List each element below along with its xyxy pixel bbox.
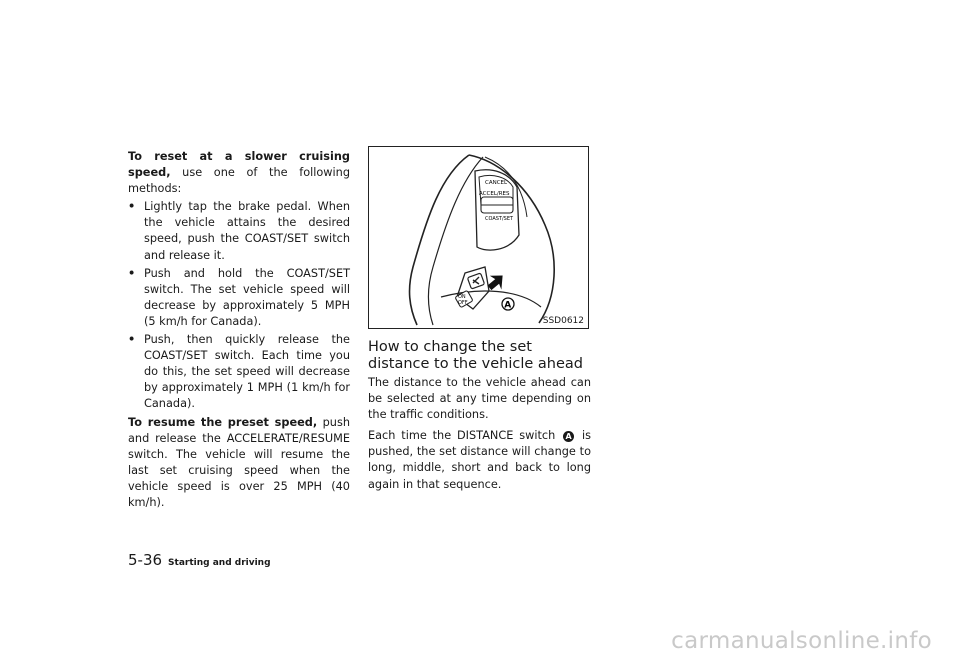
right-column	[368, 146, 591, 493]
off-label: OFF	[458, 300, 468, 306]
resume-rest: push and release the ACCELERATE/RESUME switch. The vehicle will resume the last set cruising speed when the vehicle speed is over 25 MPH (40 km/h).	[128, 415, 351, 509]
cancel-label: CANCEL	[485, 180, 508, 186]
bullet-item	[128, 266, 350, 330]
figure-code: SSD0612	[542, 316, 584, 326]
resume-paragraph	[128, 415, 350, 512]
bullet-dot: •	[128, 200, 136, 214]
steering-wheel-illustration	[369, 147, 590, 330]
page-number: 5-36	[128, 551, 163, 569]
bullet-dot: •	[128, 333, 136, 347]
callout-a-label: A	[504, 300, 512, 311]
para2-before: Each time the DISTANCE switch	[368, 429, 556, 443]
on-label: ON	[458, 294, 466, 300]
distance-paragraph-1: The distance to the vehicle ahead can be selected at any time depending on the traffic conditions.	[368, 376, 591, 422]
steering-switch-figure	[368, 146, 589, 329]
coast-set-label: COAST/SET	[485, 216, 514, 222]
resume-bold: To resume the preset speed,	[128, 415, 318, 429]
bullet-item	[128, 199, 350, 263]
accel-res-label: ACCEL/RES	[479, 191, 510, 197]
callout-a-ref-icon: A	[563, 431, 574, 442]
watermark: carmanualsonline.info	[671, 628, 932, 654]
intro-rest: use one of the following methods:	[128, 166, 350, 196]
page-footer	[128, 550, 271, 569]
intro-paragraph	[128, 149, 350, 197]
distance-paragraph-2	[368, 428, 591, 492]
bullet-text: Lightly tap the brake pedal. When the vehicle attains the desired speed, push the COAST/SET switch and release it.	[144, 200, 350, 262]
bullet-text: Push, then quickly release the COAST/SET switch. Each time you do this, the set speed will decrease by approximately 1 MPH (1 km/h for Canada).	[144, 333, 350, 411]
bullet-text: Push and hold the COAST/SET switch. The set vehicle speed will decrease by approximately 5 MPH (5 km/h for Canada).	[144, 266, 350, 328]
intro-bold: To reset at a slower cruising speed,	[128, 150, 350, 180]
section-title: Starting and driving	[168, 558, 271, 568]
para2-after: is pushed, the set distance will change to long, middle, short and back to long again in that sequence.	[368, 429, 591, 491]
section-heading: How to change the set distance to the vehicle ahead	[368, 339, 583, 372]
bullet-dot: •	[128, 266, 136, 280]
left-column	[128, 149, 350, 511]
bullet-item	[128, 332, 350, 412]
